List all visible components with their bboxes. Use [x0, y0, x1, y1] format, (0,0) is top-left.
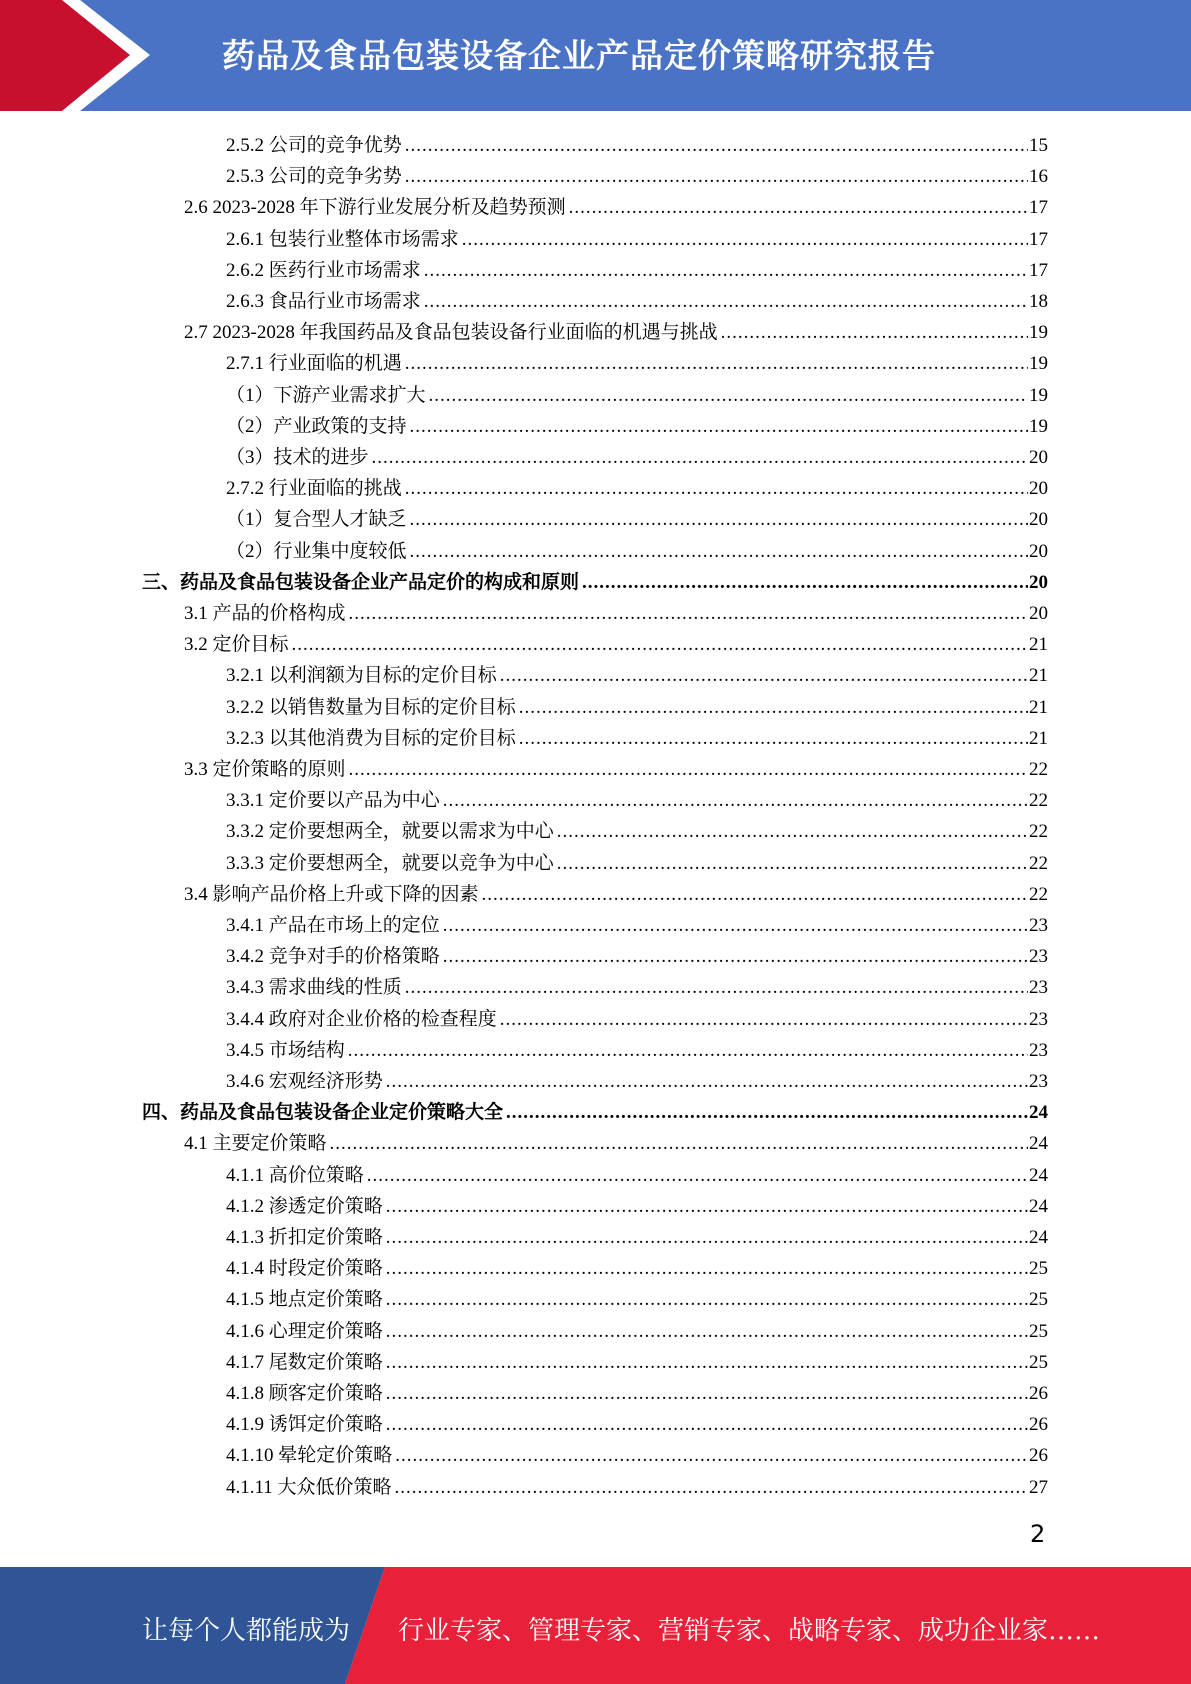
- toc-entry[interactable]: [226, 1002, 1048, 1032]
- toc-entry-page: 21: [1029, 696, 1048, 718]
- toc-entry[interactable]: [226, 253, 1048, 283]
- toc-entry[interactable]: [226, 814, 1048, 844]
- toc-leader-dots: [500, 1008, 1028, 1032]
- toc-entry-title: 3.2.2 以销售数量为目标的定价目标: [226, 696, 516, 718]
- toc-entry[interactable]: [226, 346, 1048, 376]
- toc-leader-dots: [506, 1101, 1028, 1125]
- toc-leader-dots: [367, 1164, 1028, 1188]
- toc-entry-title: 2.6 2023-2028 年下游行业发展分析及趋势预测: [184, 197, 566, 219]
- toc-entry[interactable]: [226, 1158, 1048, 1188]
- toc-entry-page: 19: [1029, 322, 1048, 344]
- toc-entry[interactable]: [184, 752, 1048, 782]
- toc-entry-title: 4.1.6 心理定价策略: [226, 1320, 383, 1342]
- toc-entry-page: 23: [1029, 915, 1048, 936]
- toc-leader-dots: [410, 540, 1028, 564]
- toc-entry[interactable]: [226, 846, 1048, 876]
- toc-entry-page: 15: [1029, 135, 1048, 156]
- toc-entry-title: 4.1.10 晕轮定价策略: [226, 1445, 393, 1467]
- toc-entry-page: 24: [1029, 1164, 1048, 1186]
- toc-entry-title: 3.2 定价目标: [184, 634, 289, 656]
- toc-entry[interactable]: [226, 1376, 1048, 1406]
- page-header: [0, 0, 1191, 111]
- toc-leader-dots: [348, 1039, 1028, 1063]
- toc-entry-title: 2.7 2023-2028 年我国药品及食品包装设备行业面临的机遇与挑战: [184, 322, 718, 344]
- header-arrow-graphic: [0, 0, 160, 111]
- toc-leader-dots: [557, 820, 1028, 844]
- toc-leader-dots: [424, 290, 1028, 314]
- toc-entry[interactable]: [226, 378, 1048, 408]
- toc-entry-title: 3.4 影响产品价格上升或下降的因素: [184, 883, 479, 905]
- toc-entry-page: 24: [1029, 1102, 1048, 1124]
- toc-leader-dots: [386, 1351, 1028, 1375]
- toc-entry[interactable]: [226, 128, 1048, 158]
- page-footer: [0, 1567, 1191, 1684]
- toc-entry-title: 3.3.2 定价要想两全，就要以需求为中心: [226, 821, 554, 843]
- toc-entry-page: 22: [1029, 759, 1048, 780]
- toc-entry[interactable]: [226, 534, 1048, 564]
- toc-entry-title: 3.2.3 以其他消费为目标的定价目标: [226, 727, 516, 749]
- toc-leader-dots: [349, 602, 1028, 626]
- toc-entry-title: 2.5.2 公司的竞争优势: [226, 135, 402, 156]
- toc-leader-dots: [424, 259, 1028, 283]
- toc-entry-title: 三、药品及食品包装设备企业产品定价的构成和原则: [142, 571, 580, 593]
- toc-leader-dots: [410, 508, 1028, 532]
- toc-entry-page: 26: [1029, 1414, 1048, 1436]
- toc-entry-page: 27: [1029, 1476, 1048, 1498]
- toc-entry[interactable]: [226, 939, 1048, 969]
- toc-entry-page: 20: [1029, 478, 1048, 500]
- toc-leader-dots: [386, 1413, 1028, 1437]
- toc-entry[interactable]: [226, 1438, 1048, 1468]
- toc-entry-title: 3.2.1 以利润额为目标的定价目标: [226, 665, 497, 687]
- toc-entry[interactable]: [184, 596, 1048, 626]
- toc-entry-page: 20: [1029, 603, 1048, 624]
- toc-leader-dots: [395, 1444, 1028, 1468]
- toc-leader-dots: [500, 664, 1028, 688]
- toc-entry-title: 3.4.4 政府对企业价格的检查程度: [226, 1008, 497, 1030]
- toc-leader-dots: [386, 1257, 1028, 1281]
- toc-leader-dots: [443, 914, 1028, 938]
- toc-entry-page: 20: [1029, 447, 1048, 468]
- toc-leader-dots: [429, 384, 1028, 408]
- toc-leader-dots: [519, 727, 1028, 751]
- toc-entry-page: 21: [1029, 665, 1048, 687]
- toc-entry-title: 4.1.9 诱饵定价策略: [226, 1414, 383, 1436]
- toc-entry-page: 25: [1029, 1320, 1048, 1342]
- toc-leader-dots: [349, 758, 1028, 782]
- toc-entry-title: 2.7.2 行业面临的挑战: [226, 478, 402, 500]
- toc-entry[interactable]: [184, 190, 1048, 220]
- toc-leader-dots: [405, 134, 1028, 158]
- toc-entry[interactable]: [226, 1345, 1048, 1375]
- toc-leader-dots: [292, 633, 1028, 657]
- toc-entry[interactable]: [226, 502, 1048, 532]
- toc-entry-title: 4.1.11 大众低价策略: [226, 1476, 392, 1498]
- toc-entry-title: 4.1.4 时段定价策略: [226, 1258, 383, 1280]
- toc-entry-title: 3.4.1 产品在市场上的定位: [226, 915, 440, 936]
- toc-entry[interactable]: [226, 471, 1048, 501]
- toc-entry-title: 4.1.2 渗透定价策略: [226, 1195, 383, 1217]
- toc-leader-dots: [462, 228, 1028, 252]
- toc-leader-dots: [557, 852, 1028, 876]
- toc-entry[interactable]: [226, 409, 1048, 439]
- toc-entry-title: 2.6.3 食品行业市场需求: [226, 291, 421, 312]
- toc-entry-page: 24: [1029, 1227, 1048, 1248]
- toc-leader-dots: [443, 945, 1028, 969]
- toc-entry-title: 2.5.3 公司的竞争劣势: [226, 166, 402, 188]
- toc-leader-dots: [330, 1132, 1028, 1156]
- toc-entry-page: 25: [1029, 1351, 1048, 1373]
- toc-entry-page: 26: [1029, 1445, 1048, 1467]
- toc-entry-title: 3.3 定价策略的原则: [184, 759, 346, 780]
- toc-entry-title: （2）产业政策的支持: [226, 415, 407, 437]
- toc-entry[interactable]: [226, 440, 1048, 470]
- toc-entry[interactable]: [226, 284, 1048, 314]
- toc-entry[interactable]: [226, 970, 1048, 1000]
- toc-entry[interactable]: [226, 1251, 1048, 1281]
- toc-entry-title: 3.4.5 市场结构: [226, 1039, 345, 1061]
- toc-leader-dots: [386, 1226, 1028, 1250]
- toc-entry-page: 24: [1029, 1195, 1048, 1217]
- toc-entry[interactable]: [226, 1033, 1048, 1063]
- toc-entry-title: 2.6.2 医药行业市场需求: [226, 259, 421, 281]
- toc-leader-dots: [410, 415, 1028, 439]
- toc-entry-title: 3.1 产品的价格构成: [184, 603, 346, 624]
- toc-entry[interactable]: [226, 1220, 1048, 1250]
- toc-entry-page: 25: [1029, 1289, 1048, 1311]
- toc-entry-page: 22: [1029, 852, 1048, 874]
- toc-leader-dots: [372, 446, 1028, 470]
- toc-entry-page: 23: [1029, 1008, 1048, 1030]
- toc-entry-page: 23: [1029, 946, 1048, 968]
- toc-entry-title: 四、药品及食品包装设备企业定价策略大全: [142, 1102, 504, 1124]
- toc-entry-page: 16: [1029, 166, 1048, 188]
- toc-entry-page: 23: [1029, 1071, 1048, 1092]
- toc-leader-dots: [443, 789, 1028, 813]
- toc-entry-title: 3.4.2 竞争对手的价格策略: [226, 946, 440, 968]
- toc-entry-page: 17: [1029, 197, 1048, 219]
- toc-entry[interactable]: [226, 1064, 1048, 1094]
- toc-leader-dots: [386, 1070, 1028, 1094]
- toc-entry-page: 17: [1029, 259, 1048, 281]
- toc-entry-page: 20: [1029, 509, 1048, 531]
- toc-entry-title: 4.1.3 折扣定价策略: [226, 1227, 383, 1248]
- toc-entry-page: 22: [1029, 883, 1048, 905]
- toc-entry-title: 2.6.1 包装行业整体市场需求: [226, 228, 459, 250]
- toc-entry-title: （3）技术的进步: [226, 447, 369, 468]
- toc-entry-page: 18: [1029, 291, 1048, 312]
- toc-leader-dots: [386, 1288, 1028, 1312]
- toc-entry[interactable]: [142, 1095, 1048, 1125]
- toc-entry-title: 3.4.6 宏观经济形势: [226, 1071, 383, 1092]
- toc-entry-page: 17: [1029, 228, 1048, 250]
- toc-leader-dots: [395, 1476, 1028, 1500]
- toc-entry[interactable]: [226, 159, 1048, 189]
- toc-leader-dots: [386, 1382, 1028, 1406]
- footer-slogan-left: 让每个人都能成为: [142, 1616, 351, 1646]
- toc-entry-page: 20: [1029, 540, 1048, 562]
- toc-entry-title: 4.1.8 顾客定价策略: [226, 1383, 383, 1404]
- toc-entry-page: 21: [1029, 727, 1048, 749]
- toc-entry-title: 4.1 主要定价策略: [184, 1133, 327, 1155]
- toc-leader-dots: [482, 883, 1028, 907]
- toc-leader-dots: [405, 165, 1028, 189]
- toc-entry-page: 20: [1029, 571, 1048, 593]
- toc-entry-page: 21: [1029, 634, 1048, 656]
- toc-entry[interactable]: [226, 222, 1048, 252]
- toc-entry-page: 19: [1029, 353, 1048, 375]
- toc-leader-dots: [386, 1320, 1028, 1344]
- toc-leader-dots: [519, 696, 1028, 720]
- footer-slogan-right: 行业专家、管理专家、营销专家、战略专家、成功企业家……: [398, 1616, 1101, 1646]
- toc-entry[interactable]: [226, 1407, 1048, 1437]
- toc-entry-page: 23: [1029, 1039, 1048, 1061]
- toc-entry-title: 3.4.3 需求曲线的性质: [226, 977, 402, 999]
- toc-entry-page: 19: [1029, 415, 1048, 437]
- toc-entry-page: 19: [1029, 384, 1048, 406]
- toc-leader-dots: [721, 321, 1028, 345]
- toc-entry[interactable]: [184, 627, 1048, 657]
- toc-entry[interactable]: [226, 783, 1048, 813]
- toc-leader-dots: [569, 196, 1028, 220]
- toc-entry-page: 22: [1029, 821, 1048, 843]
- toc-entry-title: （2）行业集中度较低: [226, 540, 407, 562]
- toc-entry[interactable]: [226, 721, 1048, 751]
- page-number: 2: [1030, 1520, 1046, 1548]
- toc-entry[interactable]: [226, 658, 1048, 688]
- toc-entry-title: （1）下游产业需求扩大: [226, 384, 426, 406]
- report-title: 药品及食品包装设备企业产品定价策略研究报告: [222, 36, 936, 75]
- toc-entry[interactable]: [184, 315, 1048, 345]
- toc-entry[interactable]: [226, 908, 1048, 938]
- toc-entry-title: 2.7.1 行业面临的机遇: [226, 353, 402, 375]
- toc-entry[interactable]: [184, 877, 1048, 907]
- toc-entry-title: 4.1.7 尾数定价策略: [226, 1351, 383, 1373]
- toc-entry[interactable]: [226, 1470, 1048, 1500]
- toc-entry[interactable]: [226, 1314, 1048, 1344]
- toc-leader-dots: [582, 571, 1028, 595]
- toc-entry-title: 3.3.1 定价要以产品为中心: [226, 790, 440, 812]
- toc-entry[interactable]: [184, 1126, 1048, 1156]
- toc-entry-page: 25: [1029, 1258, 1048, 1280]
- toc-entry-page: 24: [1029, 1133, 1048, 1155]
- toc-entry-page: 22: [1029, 790, 1048, 812]
- toc-entry-page: 26: [1029, 1383, 1048, 1404]
- toc-entry[interactable]: [142, 565, 1048, 595]
- toc-entry-title: 3.3.3 定价要想两全，就要以竞争为中心: [226, 852, 554, 874]
- toc-entry-page: 23: [1029, 977, 1048, 999]
- toc-leader-dots: [405, 976, 1028, 1000]
- toc-entry[interactable]: [226, 690, 1048, 720]
- toc-entry[interactable]: [226, 1282, 1048, 1312]
- toc-leader-dots: [405, 352, 1028, 376]
- toc-entry-title: 4.1.5 地点定价策略: [226, 1289, 383, 1311]
- toc-entry[interactable]: [226, 1189, 1048, 1219]
- toc-entry-title: （1）复合型人才缺乏: [226, 509, 407, 531]
- toc-entry-title: 4.1.1 高价位策略: [226, 1164, 364, 1186]
- toc-leader-dots: [386, 1195, 1028, 1219]
- toc-leader-dots: [405, 477, 1028, 501]
